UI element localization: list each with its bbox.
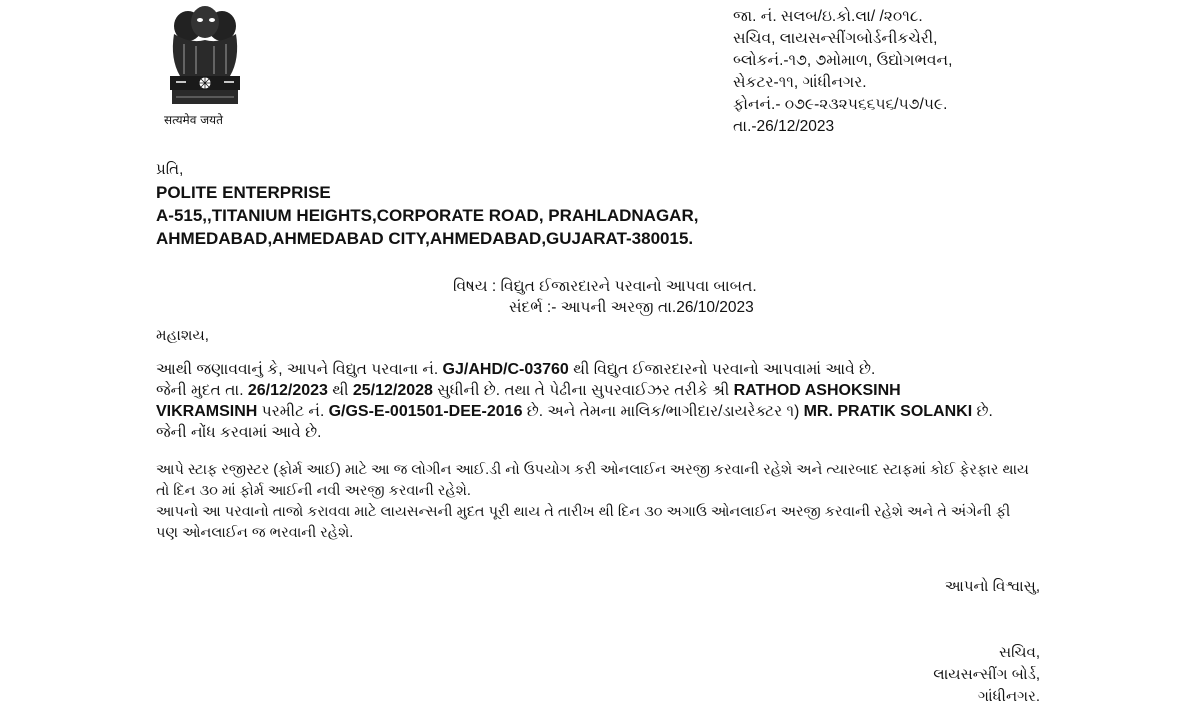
salutation: મહાશય, (156, 327, 209, 344)
body2-line3: આપનો આ પરવાનો તાજો કરાવવા માટે લાયસન્સની મુદત પૂરી થાય તે તારીખ થી દિન ૩૦ અગાઉ ઓનલાઈન અરજી કરવાની રહેશે અને તે અંગેની ફી (156, 504, 1011, 520)
text: છે. (972, 403, 993, 420)
letter-reference: સંદર્ભ :- આપની અરજી તા.26/10/2023 (509, 299, 754, 316)
signatory-block (800, 642, 1040, 708)
text: પરમીટ નં. (257, 403, 329, 420)
letter-header (733, 6, 952, 138)
office-sector: સેકટર-૧૧, ગાંધીનગર. (733, 74, 867, 91)
validity-to-date: 25/12/2028 (352, 382, 433, 399)
validity-from-date: 26/12/2023 (247, 382, 328, 399)
body2-line1: આપે સ્ટાફ રજીસ્ટર (ફોર્મ આઈ) માટે આ જ લોગીન આઈ.ડી નો ઉપયોગ કરી ઓનલાઈન અરજી કરવાની રહેશે અને ત્યારબાદ સ્ટાફમાં કોઈ ફેરફાર થાય (156, 462, 1029, 478)
owner-name: MR. PRATIK SOLANKI (803, 403, 973, 420)
recipient-name: POLITE ENTERPRISE (156, 183, 331, 202)
recipient-label: પ્રતિ, (156, 161, 184, 178)
recipient-address (156, 181, 698, 250)
recipient-address-line1: A-515,,TITANIUM HEIGHTS,CORPORATE ROAD, PRAHLADNAGAR, (156, 206, 699, 225)
body1-line2 (156, 380, 1056, 401)
text: થી (327, 382, 353, 399)
body2-line4: પણ ઓનલાઈન જ ભરવાની રહેશે. (156, 525, 354, 541)
text: છે. અને તેમના માલિક/ભાગીદાર/ડાયરેક્ટર ૧) (522, 403, 804, 420)
signatory-title: સચિવ, (998, 644, 1040, 661)
text: જેની મુદત તા. (156, 382, 248, 399)
body1-line4: જેની નોંધ કરવામાં આવે છે. (156, 424, 322, 441)
body1-line3 (156, 401, 1056, 422)
office-block: બ્લોકનં.-૧૭, ૭મોમાળ, ઉદ્યોગભવન, (733, 52, 953, 69)
body-paragraph-1 (156, 359, 1056, 443)
supervisor-name-last: VIKRAMSINH (156, 403, 258, 420)
recipient-address-line2: AHMEDABAD,AHMEDABAD CITY,AHMEDABAD,GUJARAT-380015. (156, 229, 694, 248)
signatory-city: ગાંધીનગર. (978, 688, 1040, 705)
office-phone: ફોનનં.- ૦૭૯-૨૩૨૫૬૬૫૬/૫૭/૫૯. (733, 96, 948, 113)
text: સુધીની છે. તથા તે પેઢીના સુપરવાઈઝર તરીકે શ્રી (432, 382, 734, 399)
signatory-board: લાયસન્સીંગ બોર્ડ, (933, 666, 1040, 683)
body2-line2: તો દિન ૩૦ માં ફોર્મ આઈની નવી અરજી કરવાની રહેશે. (156, 483, 471, 499)
permit-number: G/GS-E-001501-DEE-2016 (328, 403, 523, 420)
license-number: GJ/AHD/C-03760 (442, 361, 569, 378)
reference-number: જા. નં. સલબ/ઇ.કો.લા/ /૨૦૧૮. (733, 8, 923, 25)
text: આથી જણાવવાનું કે, આપને વિદ્યુત પરવાના નં. (156, 361, 443, 378)
text: થી વિદ્યુત ઈજારદારનો પરવાનો આપવામાં આવે છે. (568, 361, 876, 378)
letter-date: તા.-26/12/2023 (733, 118, 835, 135)
office-name: સચિવ, લાયસન્સીંગબોર્ડનીકચેરી, (733, 30, 938, 47)
closing-remark: આપનો વિશ્વાસુ, (944, 578, 1040, 595)
letter-subject: વિષય : વિદ્યુત ઈજારદારને પરવાનો આપવા બાબત. (453, 278, 757, 295)
emblem-motto: सत्यमेव जयते (164, 113, 223, 127)
body-paragraph-2 (156, 460, 1056, 544)
body1-line1 (156, 359, 1056, 380)
supervisor-name-first: RATHOD ASHOKSINH (733, 382, 901, 399)
